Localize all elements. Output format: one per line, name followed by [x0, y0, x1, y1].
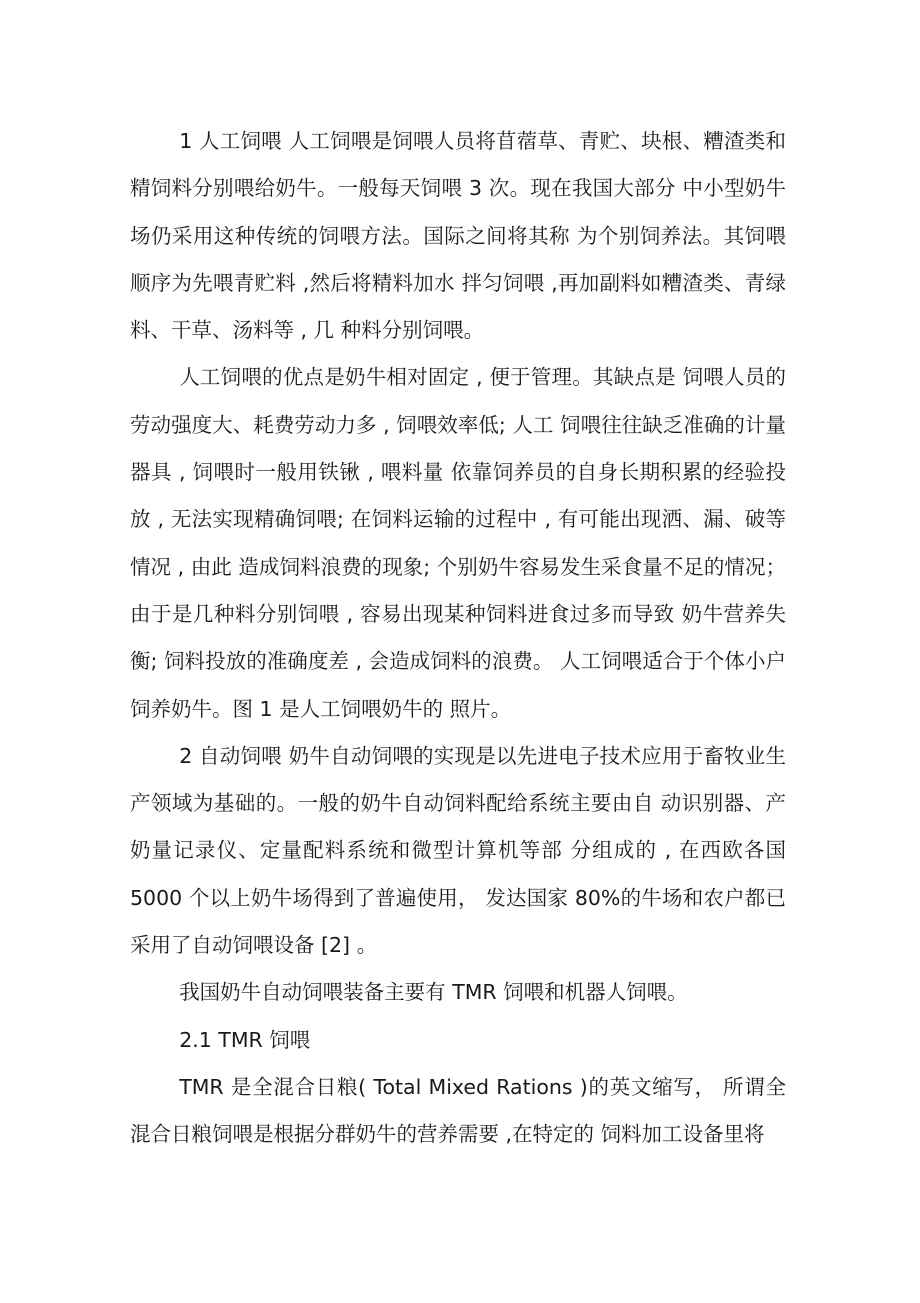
paragraph-manual-feeding-pros-cons: 人工饲喂的优点是奶牛相对固定 , 便于管理。其缺点是 饲喂人员的劳动强度大、耗费劳动力多 , 饲喂效率低; 人工 饲喂往往缺乏准确的计量器具 , 饲喂时一般用铁锹 , 喂料量 依靠饲养员的自身长期积累的经验投放 , 无法实现精确饲喂; 在饲料运输的过程中 , 有可能出现洒、漏、破等情况 , 由此 造成饲料浪费的现象; 个别奶牛容易发生采食量不足的情况； 由于是几种料分别饲喂 , 容易出现某种饲料进食过多而导致 奶牛营养失衡; 饲料投放的准确度差 , 会造成饲料的浪费。 人工饲喂适合于个体小户饲养奶牛。图 1 是人工饲喂奶牛的 照片。 [130, 365, 786, 721]
paragraph-tmr-definition: TMR 是全混合日粮( Total Mixed Rations )的英文缩写， 所谓全混合日粮饲喂是根据分群奶牛的营养需要 ,在特定的 饲料加工设备里将 [130, 1074, 786, 1147]
section-heading-tmr: 2.1 TMR 饲喂 [179, 1027, 311, 1052]
paragraph-feeding-equipment: 我国奶牛自动饲喂装备主要有 TMR 饲喂和机器人饲喂。 [179, 980, 688, 1005]
paragraph-automatic-feeding: 2 自动饲喂 奶牛自动饲喂的实现是以先进电子技术应用于畜牧业生产领域为基础的。一般的奶牛自动饲料配给系统主要由自 动识别器、产奶量记录仪、定量配料系统和微型计算机等部 分组成的 , 在西欧各国 5000 个以上奶牛场得到了普遍使用， 发达国家 80%的牛场和农户都已采用了自动饲喂设备 [2] 。 [130, 743, 786, 958]
paragraph-manual-feeding: 1 人工饲喂 人工饲喂是饲喂人员将苜蓿草、青贮、块根、糟渣类和 精饲料分别喂给奶牛。一般每天饲喂 3 次。现在我国大部分 中小型奶牛场仍采用这种传统的饲喂方法。国际之间将其称 为个别饲养法。其饲喂顺序为先喂青贮料 ,然后将精料加水 拌匀饲喂 ,再加副料如糟渣类、青绿料、干草、汤料等 , 几 种料分别饲喂。 [130, 129, 786, 343]
document-body [130, 118, 786, 1159]
